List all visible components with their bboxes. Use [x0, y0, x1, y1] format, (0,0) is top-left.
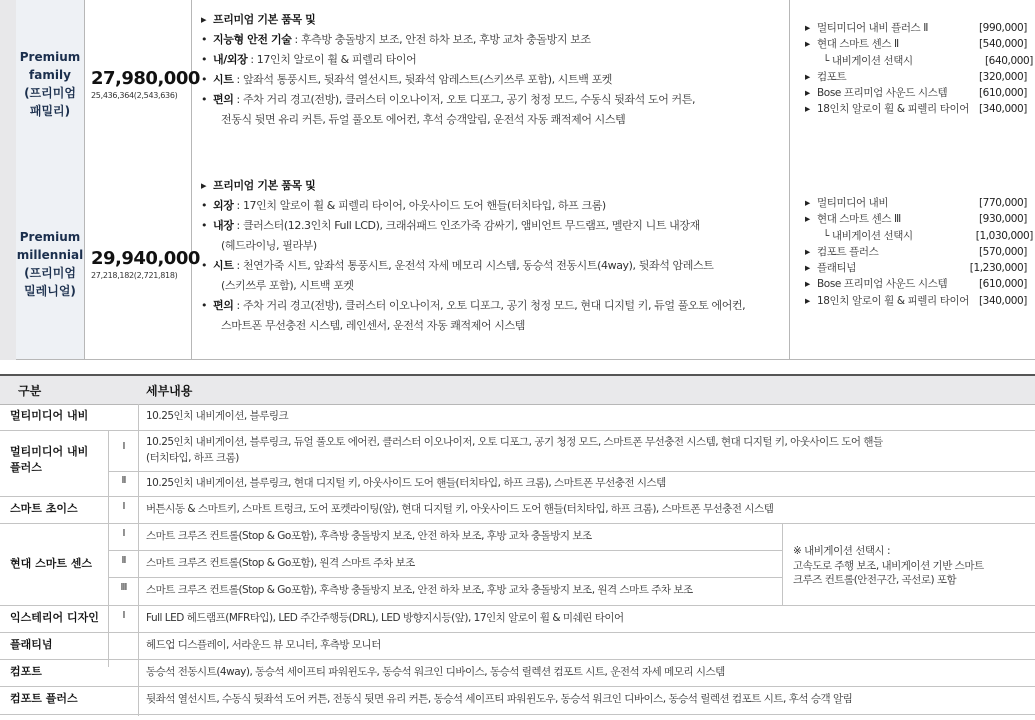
option-item: ▸ 18인치 알로이 휠 & 피렐리 타이어 [340,000]	[805, 294, 1027, 307]
trim-price: 27,980,000	[91, 68, 200, 89]
list-item-continued: (헤드라이닝, 필라부)	[221, 239, 317, 252]
list-item: • 시트 : 천연가죽 시트, 앞좌석 통풍시트, 운전석 자세 메모리 시스템, 동승석 전동시트(4way), 뒷좌석 암레스트	[201, 259, 714, 272]
option-item: ▸ 멀티미디어 내비 [770,000]	[805, 197, 1027, 209]
option-item: ▸ 멀티미디어 내비 플러스 Ⅱ [990,000]	[805, 22, 1027, 34]
list-item: • 내/외장 : 17인치 알로이 휠 & 피렐리 타이어	[201, 53, 417, 66]
option-item: ▸ 현대 스마트 센스 Ⅱ [540,000]	[805, 38, 1027, 51]
category-label: 멀티미디어 내비	[10, 409, 89, 422]
category-label: 컴포트	[10, 665, 42, 678]
list-item: • 내장 : 클러스터(12.3인치 Full LCD), 크래쉬패드 인조가죽 감싸기, 앰비언트 무드램프, 멜란지 니트 내장재	[201, 219, 700, 232]
table-left-strip	[0, 0, 17, 360]
detail-text: 스마트 크루즈 컨트롤(Stop & Go포함), 후측방 충돌방지 보조, 안전 하차 보조, 후방 교차 충돌방지 보조, 원격 스마트 주차 보조	[146, 584, 693, 596]
divider	[0, 605, 1035, 606]
divider	[0, 714, 1035, 715]
sub-level: Ⅰ	[122, 610, 126, 621]
trim-name-cell	[16, 168, 85, 359]
trim-price-detail: 27,218,182(2,721,818)	[91, 270, 178, 280]
sub-level: Ⅰ	[122, 501, 126, 512]
trim-options-cell	[791, 0, 1035, 168]
list-item: • 편의 : 주차 거리 경고(전방), 클러스터 이오나이저, 오토 디포그, 공기 청정 모드, 수동식 뒷좌석 도어 커튼,	[201, 93, 696, 106]
option-item: ▸ 플래티넘 [1,230,000]	[805, 262, 1027, 275]
trim-name: Premium millennial (프리미엄 밀레니얼)	[16, 229, 84, 298]
detail-text: 스마트 크루즈 컨트롤(Stop & Go포함), 원격 스마트 주차 보조	[146, 557, 415, 569]
detail-text: Full LED 헤드램프(MFR타입), LED 주간주행등(DRL), LED 방향지시등(앞), 17인치 알로이 휠 & 미쉐린 타이어	[146, 612, 624, 624]
trim-name: Premium family (프리미엄 패밀리)	[19, 50, 81, 118]
list-item: • 편의 : 주차 거리 경고(전방), 클러스터 이오나이저, 오토 디포그, 공기 청정 모드, 현대 디지털 키, 듀얼 풀오토 에어컨,	[201, 299, 746, 312]
option-item: ▸ 현대 스마트 센스 Ⅲ [930,000]	[805, 213, 1027, 226]
option-item: ▸ 18인치 알로이 휠 & 피렐리 타이어 [340,000]	[805, 103, 1027, 116]
divider	[138, 404, 139, 716]
header-category: 구분	[18, 384, 42, 398]
trim-row-premium-millennial	[16, 168, 1035, 360]
list-item: ▸ 프리미엄 기본 품목 및	[201, 179, 316, 192]
trim-price-cell	[85, 168, 200, 359]
header-content: 세부내용	[146, 384, 193, 398]
divider	[0, 496, 1035, 497]
option-detail-table	[0, 374, 1035, 720]
detail-text: 10.25인치 내비게이션, 블루링크, 듀얼 풀오토 에어컨, 클러스터 이오나이저, 오토 디포그, 공기 청정 모드, 스마트폰 무선충전 시스템, 현대 디지털 키, 아웃사이드 도어 핸들	[146, 436, 883, 448]
detail-text: 스마트 크루즈 컨트롤(Stop & Go포함), 후측방 충돌방지 보조, 안전 하차 보조, 후방 교차 충돌방지 보조	[146, 530, 592, 542]
sub-level: Ⅰ	[122, 528, 126, 539]
detail-text: 헤드업 디스플레이, 서라운드 뷰 모니터, 후측방 모니터	[146, 639, 381, 651]
divider	[0, 632, 1035, 633]
sub-level: Ⅱ	[121, 555, 127, 566]
trim-items-cell	[193, 168, 790, 359]
divider	[108, 577, 782, 578]
sub-level: Ⅲ	[120, 582, 128, 593]
list-item-continued: (스키쓰루 포함), 시트백 포켓	[221, 279, 354, 292]
trim-price: 29,940,000	[91, 247, 200, 269]
category-label: 익스테리어 디자인	[10, 611, 99, 624]
divider	[108, 550, 782, 551]
option-item: ▸ 컴포트 플러스 [570,000]	[805, 245, 1027, 258]
detail-text: (터치타입, 하프 크롬)	[146, 452, 239, 464]
divider	[0, 523, 1035, 524]
divider	[108, 471, 1035, 472]
category-label: 스마트 초이스	[10, 502, 78, 515]
list-item: ▸ 프리미엄 기본 품목 및	[201, 13, 316, 26]
list-item: • 외장 : 17인치 알로이 휠 & 피렐리 타이어, 아웃사이드 도어 핸들(터치타입, 하프 크롬)	[201, 199, 606, 212]
detail-text: 뒷좌석 열선시트, 수동식 뒷좌석 도어 커튼, 전동식 뒷면 유리 커튼, 동승석 세이프티 파워윈도우, 동승석 워크인 디바이스, 동승석 릴렉션 컴포트 시트, 후석 승객 알림	[146, 693, 853, 705]
option-item: ▸ 컴포트 [320,000]	[805, 70, 1027, 83]
category-label: 컴포트 플러스	[10, 692, 78, 705]
category-label: 플래티넘	[10, 638, 53, 651]
navigation-note: ※ 내비게이션 선택시 : 고속도로 주행 보조, 내비게이션 기반 스마트 크루즈 컨트롤(안전구간, 곡선로) 포함	[793, 545, 984, 586]
divider	[0, 659, 1035, 660]
category-label: 현대 스마트 센스	[10, 557, 93, 570]
detail-text: 10.25인치 내비게이션, 블루링크	[146, 410, 289, 422]
list-item: • 시트 : 앞좌석 통풍시트, 뒷좌석 열선시트, 뒷좌석 암레스트(스키쓰루 포함), 시트백 포켓	[201, 73, 613, 86]
detail-text: 10.25인치 내비게이션, 블루링크, 현대 디지털 키, 아웃사이드 도어 핸들(터치타입, 하프 크롬), 스마트폰 무선충전 시스템	[146, 477, 666, 489]
sub-level: Ⅱ	[121, 475, 127, 486]
option-item: ▸ Bose 프리미엄 사운드 시스템 [610,000]	[805, 87, 1027, 100]
detail-text: 버튼시동 & 스마트키, 스마트 트렁크, 도어 포켓라이팅(앞), 현대 디지털 키, 아웃사이드 도어 핸들(터치타입, 하프 크롬), 스마트폰 무선충전 시스템	[146, 503, 774, 515]
trim-row-premium-family	[16, 0, 1035, 169]
list-item-continued: 스마트폰 무선충전 시스템, 레인센서, 운전석 자동 쾌적제어 시스템	[221, 319, 525, 332]
trim-items-cell	[193, 0, 790, 168]
option-subitem: └ 내비게이션 선택시 [1,030,000]	[823, 229, 1033, 242]
trim-name-cell	[16, 0, 85, 168]
category-label: 멀티미디어 내비 플러스	[10, 445, 89, 474]
divider	[782, 524, 783, 606]
trim-options-cell	[791, 168, 1035, 359]
list-item-continued: 전동식 뒷면 유리 커튼, 듀얼 풀오토 에어컨, 후석 승객알림, 운전석 자동 쾌적제어 시스템	[221, 113, 626, 126]
option-item: ▸ Bose 프리미엄 사운드 시스템 [610,000]	[805, 278, 1027, 291]
trim-price-detail: 25,436,364(2,543,636)	[91, 91, 178, 100]
option-subitem: └ 내비게이션 선택시 [640,000]	[823, 54, 1033, 67]
sub-level: Ⅰ	[122, 441, 126, 452]
list-item: • 지능형 안전 기술 : 후측방 충돌방지 보조, 안전 하차 보조, 후방 교차 충돌방지 보조	[201, 33, 591, 46]
detail-text: 동승석 전동시트(4way), 동승석 세이프티 파워윈도우, 동승석 워크인 디바이스, 동승석 릴렉션 컴포트 시트, 운전석 자세 메모리 시스템	[146, 666, 725, 678]
divider	[0, 430, 1035, 431]
detail-table-header	[0, 374, 1035, 405]
trim-price-cell	[85, 0, 200, 168]
divider	[0, 686, 1035, 687]
